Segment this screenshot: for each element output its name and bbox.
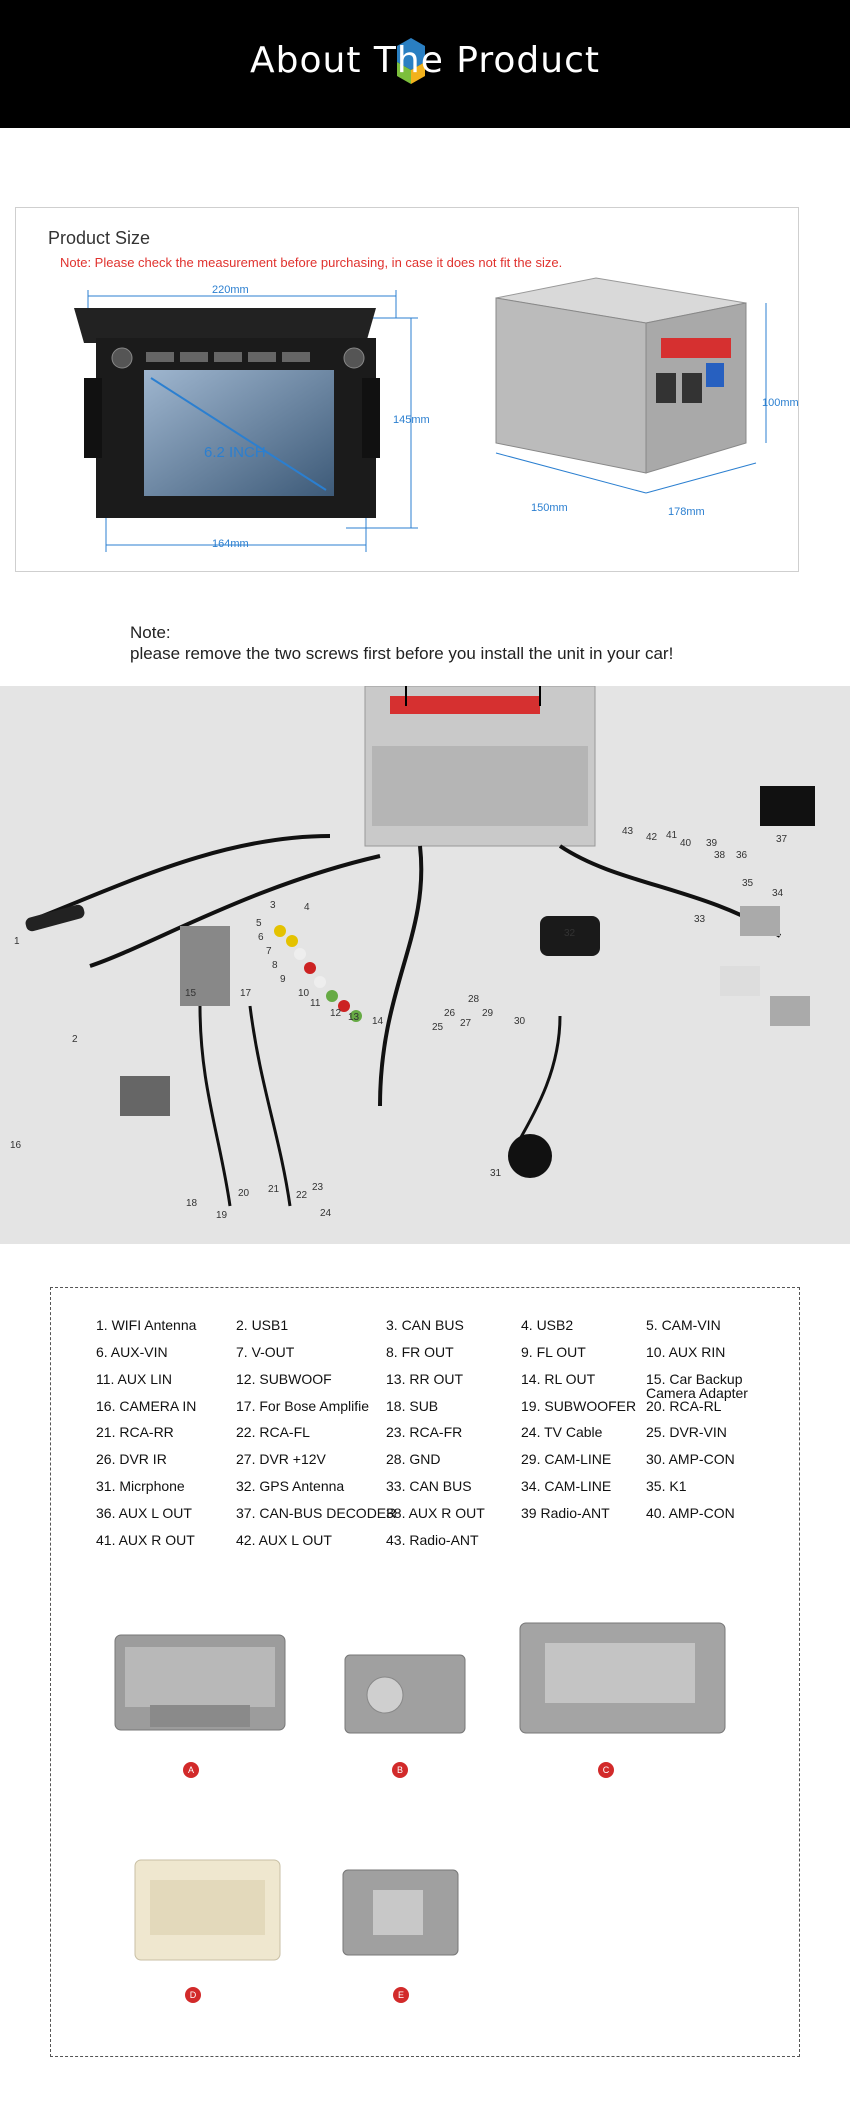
svg-text:38: 38: [714, 850, 726, 861]
install-note-label: Note:: [130, 623, 171, 642]
legend-item: 8. FR OUT: [386, 1344, 454, 1360]
svg-text:34: 34: [772, 888, 784, 899]
legend-item: 17. For Bose Amplifie: [236, 1398, 370, 1414]
legend-item: 27. DVR +12V: [236, 1451, 326, 1467]
svg-text:6: 6: [258, 932, 264, 943]
svg-text:22: 22: [296, 1190, 308, 1201]
svg-text:7: 7: [266, 946, 272, 957]
svg-text:42: 42: [646, 832, 658, 843]
svg-text:23: 23: [312, 1182, 324, 1193]
legend-item: 35. K1: [646, 1478, 687, 1494]
svg-text:17: 17: [240, 988, 252, 999]
svg-text:10: 10: [298, 988, 310, 999]
connector-d-label: D: [185, 1987, 201, 2003]
wiring-harness-illustration: [0, 686, 850, 1244]
svg-text:26: 26: [444, 1008, 456, 1019]
product-size-panel: [15, 207, 799, 572]
legend-item: 40. AMP-CON: [646, 1505, 735, 1521]
dimension-back-depth: 150mm: [531, 502, 568, 514]
legend-item: 16. CAMERA IN: [96, 1398, 197, 1414]
dimension-height: 145mm: [393, 414, 430, 426]
legend-item: 29. CAM-LINE: [521, 1451, 612, 1467]
legend-item: 26. DVR IR: [96, 1451, 167, 1467]
page-title: About The Product: [250, 40, 600, 81]
legend-item: 4. USB2: [521, 1317, 574, 1333]
install-note-text: please remove the two screws first before you install the unit in your car!: [130, 644, 674, 663]
svg-text:39: 39: [706, 838, 718, 849]
svg-text:8: 8: [272, 960, 278, 971]
svg-text:14: 14: [372, 1016, 384, 1027]
connector-d-icon: [130, 1855, 285, 1965]
legend-item: 14. RL OUT: [521, 1371, 596, 1387]
legend-item: 43. Radio-ANT: [386, 1532, 479, 1548]
legend-item: 21. RCA-RR: [96, 1424, 174, 1440]
svg-text:12: 12: [330, 1008, 342, 1019]
legend-item: 19. SUBWOOFER: [521, 1398, 637, 1414]
connector-c-label: C: [598, 1762, 614, 1778]
svg-text:30: 30: [514, 1016, 526, 1027]
legend-item: 28. GND: [386, 1451, 441, 1467]
dimension-back-width: 178mm: [668, 506, 705, 518]
svg-text:29: 29: [482, 1008, 494, 1019]
legend-item: 39 Radio-ANT: [521, 1505, 610, 1521]
svg-text:25: 25: [432, 1022, 444, 1033]
rear-unit-illustration: [466, 253, 796, 563]
legend-item: 20. RCA-RL: [646, 1398, 722, 1414]
svg-text:15: 15: [185, 988, 197, 999]
svg-text:11: 11: [310, 998, 321, 1009]
svg-text:43: 43: [622, 826, 634, 837]
connector-c-icon: [515, 1618, 730, 1738]
svg-text:16: 16: [10, 1140, 22, 1151]
connector-b-icon: [340, 1650, 470, 1740]
legend-item: 41. AUX R OUT: [96, 1532, 195, 1548]
dimension-width-top: 220mm: [212, 284, 249, 296]
legend-item: 25. DVR-VIN: [646, 1424, 727, 1440]
svg-text:40: 40: [680, 838, 692, 849]
connector-a-label: A: [183, 1762, 199, 1778]
legend-item: 13. RR OUT: [386, 1371, 464, 1387]
legend-item: 5. CAM-VIN: [646, 1317, 721, 1333]
svg-text:33: 33: [694, 914, 706, 925]
product-size-title: Product Size: [48, 228, 151, 248]
install-note: [130, 622, 673, 664]
connector-e-label: E: [393, 1987, 409, 2003]
svg-text:2: 2: [72, 1034, 78, 1045]
legend-item: 11. AUX LIN: [96, 1371, 173, 1387]
svg-text:18: 18: [186, 1198, 198, 1209]
legend-item: 18. SUB: [386, 1398, 439, 1414]
svg-text:32: 32: [564, 928, 576, 939]
legend-item: 42. AUX L OUT: [236, 1532, 332, 1548]
legend-item: 7. V-OUT: [236, 1344, 295, 1360]
svg-text:4: 4: [304, 902, 310, 913]
legend-item: 2. USB1: [236, 1317, 289, 1333]
connector-b-label: B: [392, 1762, 408, 1778]
svg-text:9: 9: [280, 974, 286, 985]
svg-text:21: 21: [268, 1184, 280, 1195]
svg-text:5: 5: [256, 918, 262, 929]
connector-e-icon: [338, 1865, 463, 1960]
legend-item: 12. SUBWOOF: [236, 1371, 332, 1387]
legend-item: 32. GPS Antenna: [236, 1478, 345, 1494]
legend-item: 22. RCA-FL: [236, 1424, 310, 1440]
dimension-back-height: 100mm: [762, 397, 799, 409]
svg-text:35: 35: [742, 878, 754, 889]
legend-item: 10. AUX RIN: [646, 1344, 726, 1360]
legend-item: 36. AUX L OUT: [96, 1505, 192, 1521]
legend-item: 30. AMP-CON: [646, 1451, 735, 1467]
svg-text:28: 28: [468, 994, 480, 1005]
legend-item: 24. TV Cable: [521, 1424, 603, 1440]
svg-text:41: 41: [666, 830, 678, 841]
front-unit-illustration: [56, 268, 436, 568]
svg-text:20: 20: [238, 1188, 250, 1199]
legend-item: 31. Micrphone: [96, 1478, 185, 1494]
svg-text:24: 24: [320, 1208, 332, 1219]
header-banner: [0, 0, 850, 128]
svg-text:13: 13: [348, 1012, 360, 1023]
svg-text:1: 1: [14, 936, 20, 947]
svg-text:36: 36: [736, 850, 748, 861]
svg-text:37: 37: [776, 834, 788, 845]
svg-text:3: 3: [270, 900, 276, 911]
legend-item: 37. CAN-BUS DECODER: [236, 1505, 397, 1521]
legend-item: 23. RCA-FR: [386, 1424, 463, 1440]
legend-item: 33. CAN BUS: [386, 1478, 472, 1494]
screen-size-label: 6.2 INCH: [204, 444, 266, 461]
dimension-width-bottom: 164mm: [212, 538, 249, 550]
legend-item: 9. FL OUT: [521, 1344, 586, 1360]
svg-text:19: 19: [216, 1210, 228, 1221]
legend-item: 34. CAM-LINE: [521, 1478, 612, 1494]
connector-a-icon: [110, 1625, 290, 1745]
product-size-note: Note: Please check the measurement before purchasing, in case it does not fit the size.: [60, 255, 563, 270]
legend-item: 3. CAN BUS: [386, 1317, 464, 1333]
wiring-harness-photo: [0, 686, 850, 1244]
legend-item: 15. Car Backup Camera Adapter: [646, 1371, 748, 1401]
svg-text:27: 27: [460, 1018, 472, 1029]
legend-item: 1. WIFI Antenna: [96, 1317, 197, 1333]
legend-item: 6. AUX-VIN: [96, 1344, 168, 1360]
legend-item: 38. AUX R OUT: [386, 1505, 485, 1521]
svg-text:31: 31: [490, 1168, 502, 1179]
